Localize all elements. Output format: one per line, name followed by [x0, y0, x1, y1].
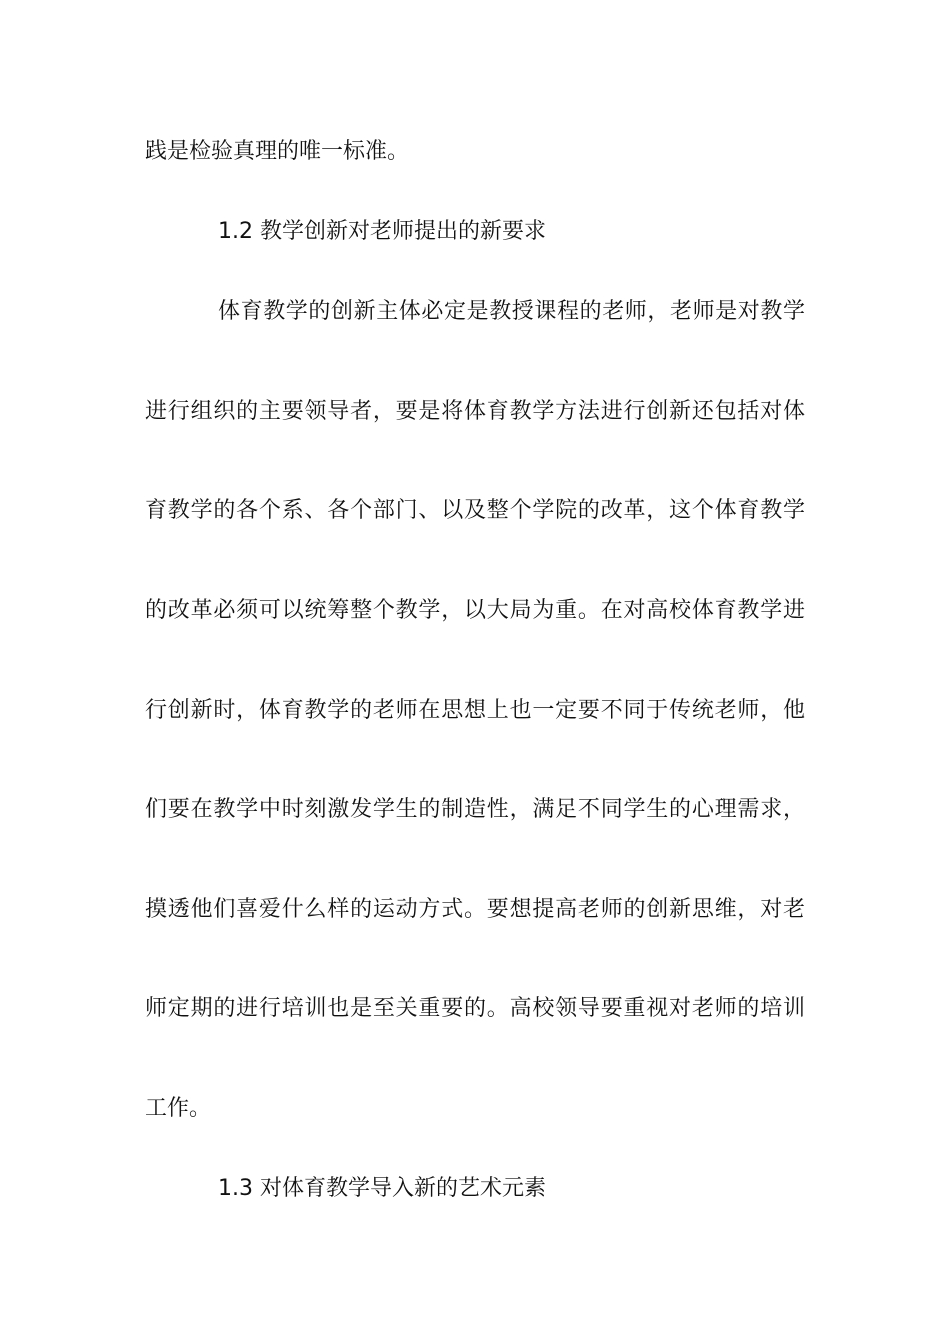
paragraph-line-1: 体育教学的创新主体必定是教授课程的老师，老师是对教学 [218, 299, 805, 324]
paragraph-line-2: 进行组织的主要领导者，要是将体育教学方法进行创新还包括对体 [145, 399, 805, 424]
paragraph-line-4: 的改革必须可以统筹整个教学，以大局为重。在对高校体育教学进 [145, 598, 805, 623]
section-heading-1-3: 1.3 对体育教学导入新的艺术元素 [218, 1176, 546, 1201]
paragraph-line-7: 摸透他们喜爱什么样的运动方式。要想提高老师的创新思维，对老 [145, 897, 805, 922]
paragraph-line-5: 行创新时，体育教学的老师在思想上也一定要不同于传统老师，他 [145, 698, 805, 723]
paragraph-line-3: 育教学的各个系、各个部门、以及整个学院的改革，这个体育教学 [145, 498, 805, 523]
paragraph-line-8: 师定期的进行培训也是至关重要的。高校领导要重视对老师的培训 [145, 996, 805, 1021]
paragraph-line-6: 们要在教学中时刻激发学生的制造性，满足不同学生的心理需求， [145, 797, 805, 822]
paragraph-end-line: 践是检验真理的唯一标准。 [145, 139, 410, 164]
paragraph-line-9: 工作。 [145, 1096, 212, 1121]
section-heading-1-2: 1.2 教学创新对老师提出的新要求 [218, 219, 546, 244]
